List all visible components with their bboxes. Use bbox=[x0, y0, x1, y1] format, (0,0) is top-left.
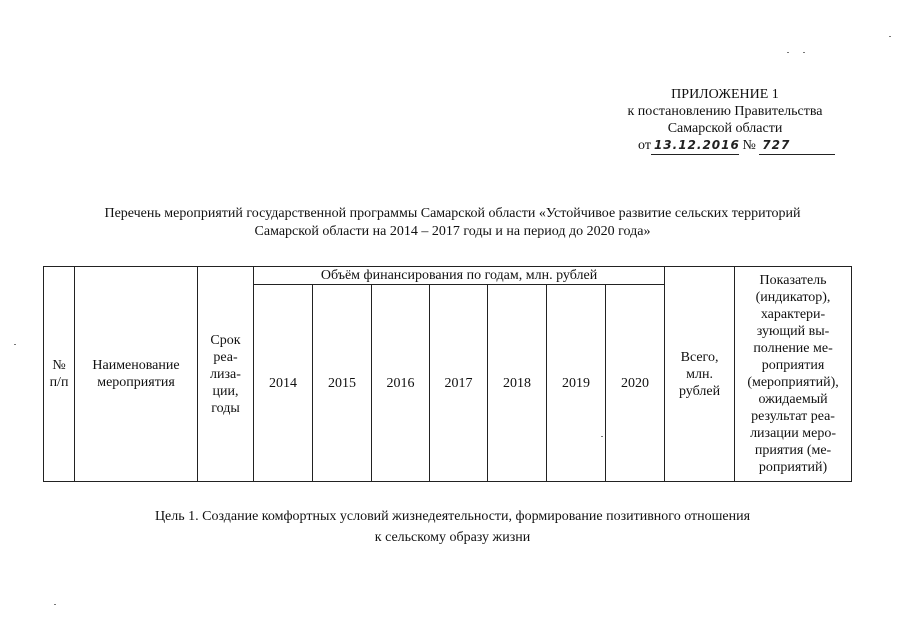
appendix-decree-line: к постановлению Правительства bbox=[627, 104, 823, 119]
table-header-row-1 bbox=[44, 267, 852, 285]
goal-line-2: к сельскому образу жизни bbox=[374, 530, 531, 545]
header-year: 2019 bbox=[547, 285, 606, 482]
scan-speck bbox=[889, 36, 891, 37]
document-title-line-1: Перечень мероприятий государственной программы Самарской области «Устойчивое развитие сельских территорий bbox=[104, 206, 801, 221]
header-year: 2015 bbox=[313, 285, 372, 482]
appendix-region-line: Самарской области bbox=[667, 121, 783, 136]
handwritten-date: 13.12.2016 bbox=[651, 137, 739, 155]
goal-line-1: Цель 1. Создание комфортных условий жизнедеятельности, формирование позитивного отношения bbox=[154, 509, 751, 524]
header-year: 2017 bbox=[430, 285, 488, 482]
header-year: 2018 bbox=[488, 285, 547, 482]
header-activity-name: Наименование мероприятия bbox=[75, 267, 198, 482]
header-year: 2020 bbox=[606, 285, 665, 482]
appendix-block bbox=[600, 86, 850, 155]
document-title bbox=[30, 205, 875, 241]
document-title-line-2: Самарской области на 2014 – 2017 годы и на период до 2020 года» bbox=[254, 224, 651, 239]
appendix-date-line bbox=[600, 137, 850, 155]
header-funding: Объём финансирования по годам, млн. рублей bbox=[254, 267, 665, 285]
scan-speck bbox=[14, 344, 16, 345]
header-total: Всего, млн. рублей bbox=[665, 267, 735, 482]
goal-heading bbox=[60, 506, 845, 548]
handwritten-number: 727 bbox=[759, 137, 835, 155]
scan-speck bbox=[803, 52, 805, 53]
header-year: 2016 bbox=[372, 285, 430, 482]
date-prefix: от bbox=[638, 138, 651, 153]
scan-speck bbox=[601, 436, 603, 437]
header-indicator: Показатель (индикатор), характери-зующий вы-полнение ме-роприятия (мероприятий), ожидаемый результат реа-лизации меро-приятия (ме-роприятий) bbox=[735, 267, 852, 482]
scan-speck bbox=[787, 52, 789, 53]
scan-speck bbox=[54, 604, 56, 605]
header-number: № п/п bbox=[44, 267, 75, 482]
header-term: Срок реа-лиза-ции, годы bbox=[198, 267, 254, 482]
number-label: № bbox=[742, 138, 756, 153]
header-year: 2014 bbox=[254, 285, 313, 482]
activities-table bbox=[43, 266, 852, 482]
appendix-title: ПРИЛОЖЕНИЕ 1 bbox=[671, 87, 779, 102]
